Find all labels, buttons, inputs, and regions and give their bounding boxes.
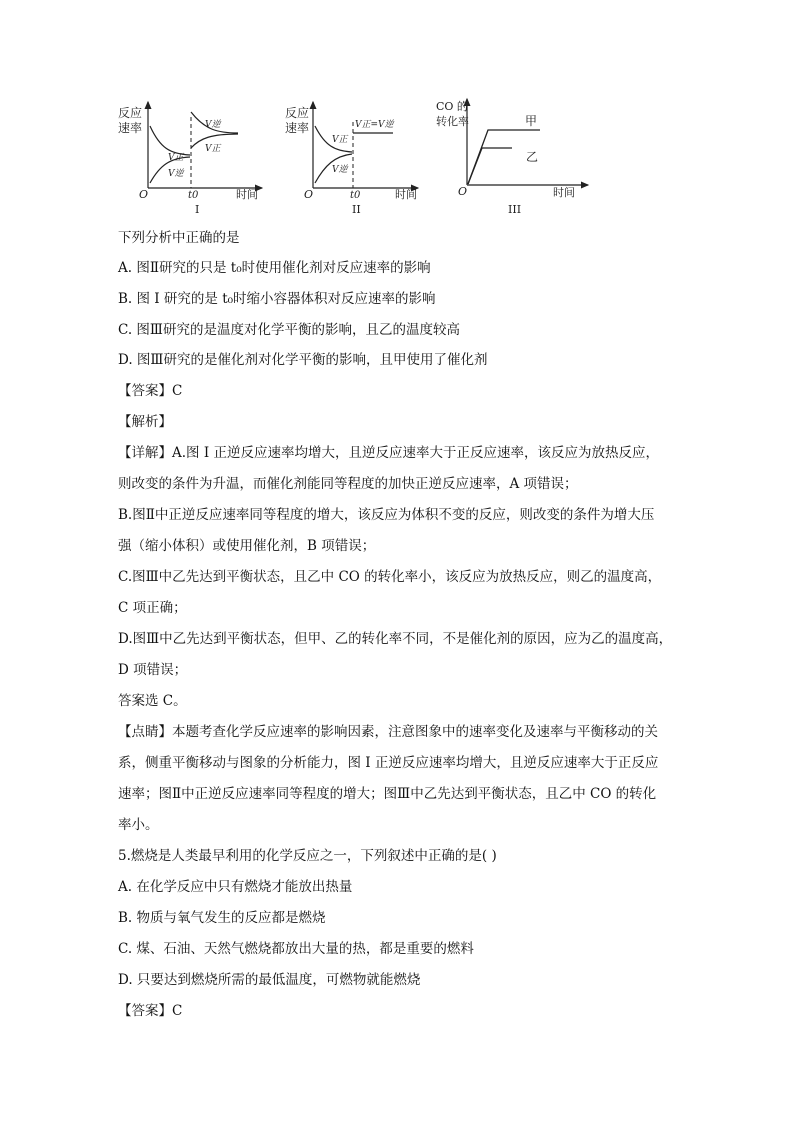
figure-3: [436, 99, 588, 216]
question-stem: 下列分析中正确的是: [118, 230, 240, 246]
fig1-label-v-reverse-2: V逆: [168, 169, 184, 179]
analysis-label: 【解析】: [118, 414, 172, 430]
fig1-ylabel-2: 速率: [118, 121, 143, 135]
fig2-t0: t0: [350, 190, 361, 201]
fig1-xlabel: 时间: [236, 188, 258, 201]
fig1-label-v-reverse-1: V逆: [205, 120, 221, 130]
fig2-ylabel-1: 反应: [285, 106, 310, 120]
detail-line-8: D 项错误；: [118, 662, 188, 678]
fig3-series-yi: [468, 148, 512, 184]
option-d: D. 图Ⅲ研究的是催化剂对化学平衡的影响，且甲使用了催化剂: [118, 352, 488, 368]
fig1-label-v-forward-1: V正: [205, 144, 221, 154]
fig3-xlabel: 时间: [553, 186, 575, 199]
fig2-xlabel: 时间: [395, 188, 417, 201]
fig1-curve-forward: [150, 126, 190, 155]
fig1-t0: t0: [188, 190, 199, 201]
figures-area: [0, 0, 794, 230]
q5-option-d: D. 只要达到燃烧所需的最低温度，可燃物就能燃烧: [118, 972, 421, 988]
fig3-caption: III: [508, 203, 522, 216]
fig3-ylabel-1: CO 的: [436, 100, 468, 113]
fig2-label-v-forward: V正: [332, 135, 348, 145]
detail-line-5: C.图Ⅲ中乙先达到平衡状态，且乙中 CO 的转化率小，该反应为放热反应，则乙的温度高，: [118, 569, 662, 585]
detail-line-4: 强（缩小体积）或使用催化剂，B 项错误；: [118, 538, 376, 554]
q5-option-c: C. 煤、石油、天然气燃烧都放出大量的热，都是重要的燃料: [118, 941, 474, 957]
fig1-caption: I: [195, 203, 200, 216]
fig1-label-v-forward-2: V正: [168, 153, 184, 163]
option-a: A. 图Ⅱ研究的只是 t₀时使用催化剂对反应速率的影响: [118, 260, 431, 276]
detail-line-2: 则改变的条件为升温，而催化剂能同等程度的加快正逆反应速率，A 项错误；: [118, 476, 578, 492]
fig3-ylabel-2: 转化率: [436, 115, 469, 128]
detail-line-1: 【详解】A.图 I 正逆反应速率均增大，且逆反应速率大于正反应速率，该反应为放热反应，: [118, 445, 659, 461]
comment-line-3: 速率；图Ⅱ中正逆反应速率同等程度的增大；图Ⅲ中乙先达到平衡状态，且乙中 CO 的转化: [118, 786, 657, 802]
comment-line-2: 系，侧重平衡移动与图象的分析能力，图 I 正逆反应速率均增大，且逆反应速率大于正反应: [118, 755, 659, 771]
fig3-label-yi: 乙: [526, 150, 539, 164]
fig1-origin: O: [139, 188, 149, 201]
comment-line-1: 【点睛】本题考查化学反应速率的影响因素，注意图象中的速率变化及速率与平衡移动的关: [118, 724, 658, 740]
fig2-ylabel-2: 速率: [285, 121, 310, 135]
figure-1: [118, 102, 262, 216]
fig2-origin: O: [304, 188, 314, 201]
fig1-ylabel-1: 反应: [118, 106, 143, 120]
fig2-caption: II: [352, 203, 361, 216]
option-b: B. 图 I 研究的是 t₀时缩小容器体积对反应速率的影响: [118, 291, 436, 307]
q5-option-b: B. 物质与氧气发生的反应都是燃烧: [118, 910, 326, 926]
detail-line-6: C 项正确；: [118, 600, 187, 616]
comment-line-4: 率小。: [118, 817, 159, 833]
answer-choice: 答案选 C。: [118, 693, 187, 709]
q5-answer-label: 【答案】C: [118, 1003, 183, 1019]
figure-2: [285, 102, 418, 216]
fig2-label-v-reverse: V逆: [332, 165, 348, 175]
detail-line-3: B.图Ⅱ中正逆反应速率同等程度的增大，该反应为体积不变的反应，则改变的条件为增大压: [118, 507, 655, 523]
question-5-stem: 5.燃烧是人类最早利用的化学反应之一，下列叙述中正确的是( ): [118, 848, 497, 864]
option-c: C. 图Ⅲ研究的是温度对化学平衡的影响，且乙的温度较高: [118, 322, 460, 338]
fig3-origin: O: [458, 185, 468, 198]
fig2-equal-label: V正=V逆: [355, 120, 394, 130]
q5-option-a: A. 在化学反应中只有燃烧才能放出热量: [118, 879, 353, 895]
answer-label: 【答案】C: [118, 383, 183, 399]
fig3-label-jia: 甲: [525, 114, 538, 128]
detail-line-7: D.图Ⅲ中乙先达到平衡状态，但甲、乙的转化率不同，不是催化剂的原因，应为乙的温度高，: [118, 631, 673, 647]
